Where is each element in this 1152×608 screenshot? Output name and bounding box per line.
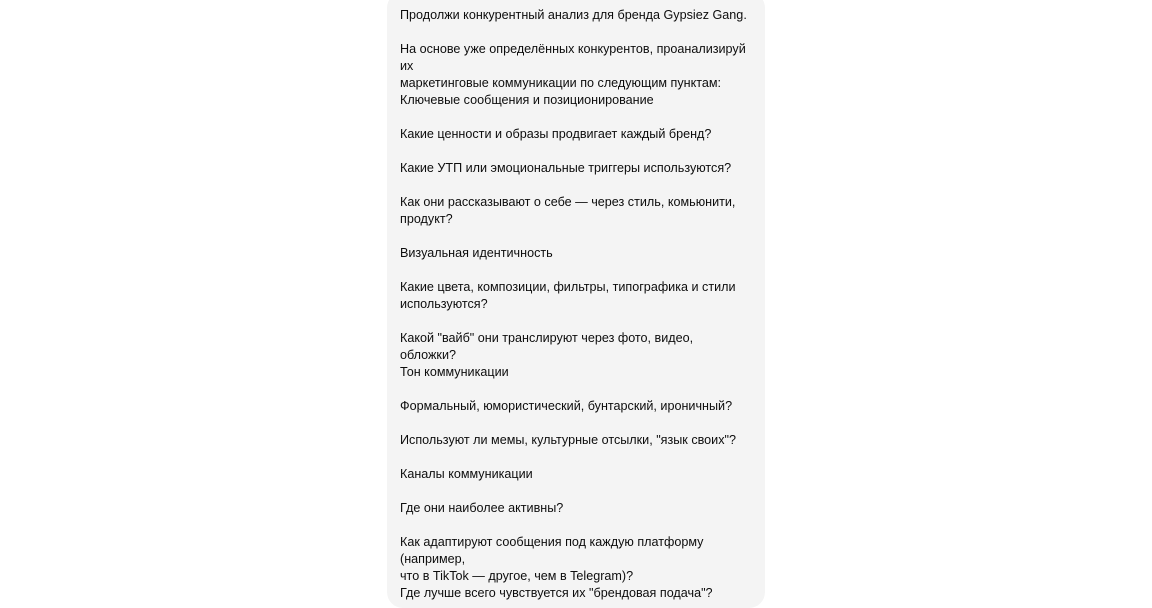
message-paragraph: Где они наиболее активны? (400, 501, 564, 515)
message-paragraph: Визуальная идентичность (400, 246, 553, 260)
user-message-bubble (387, 0, 765, 608)
message-paragraph: Какой "вайб" они транслируют через фото, видео, обложки? (400, 331, 697, 362)
message-paragraph: Как адаптируют сообщения под каждую платформу (например, что в TikTok — другое, чем в Telegram)? (400, 535, 704, 583)
message-paragraph: Где лучше всего чувствуется их "брендовая подача"? (400, 586, 713, 600)
message-paragraph: Какие цвета, композиции, фильтры, типографика и стили используются? (400, 280, 736, 311)
message-paragraph: На основе уже определённых конкурентов, проанализируй их маркетинговые коммуникации по следующим пунктам: (400, 42, 746, 90)
message-paragraph: Какие ценности и образы продвигает каждый бренд? (400, 127, 712, 141)
message-paragraph: Используют ли мемы, культурные отсылки, "язык своих"? (400, 433, 736, 447)
message-paragraph: Продолжи конкурентный анализ для бренда Gypsiez Gang. (400, 8, 747, 22)
message-paragraph: Как они рассказывают о себе — через стиль, комьюнити, продукт? (400, 195, 736, 226)
message-paragraph: Какие УТП или эмоциональные триггеры используются? (400, 161, 732, 175)
message-paragraph: Тон коммуникации (400, 365, 509, 379)
message-paragraph: Каналы коммуникации (400, 467, 533, 481)
message-paragraph: Формальный, юмористический, бунтарский, ироничный? (400, 399, 733, 413)
message-paragraph: Ключевые сообщения и позиционирование (400, 93, 654, 107)
